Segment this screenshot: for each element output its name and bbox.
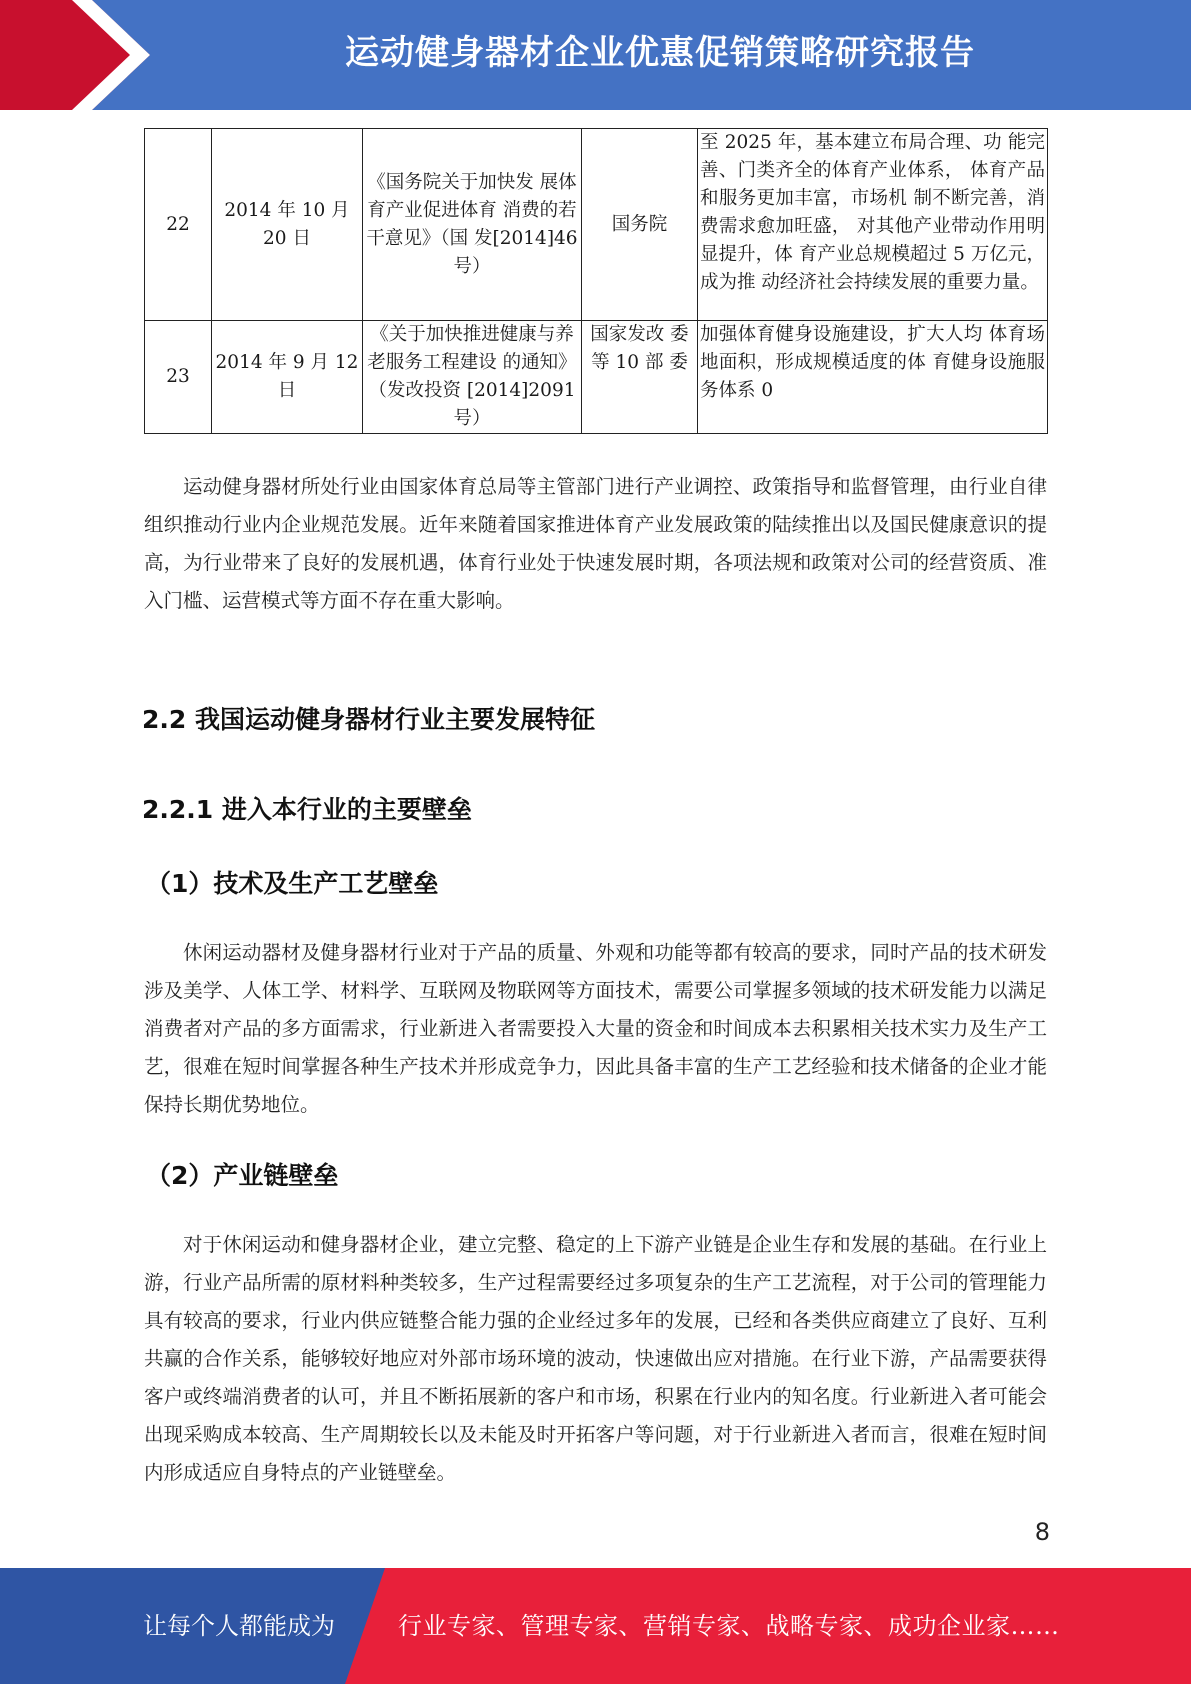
- header-title: 运动健身器材企业优惠促销策略研究报告: [345, 33, 975, 73]
- table-row: [145, 129, 1048, 321]
- paragraph-tech-barrier: 休闲运动器材及健身器材行业对于产品的质量、外观和功能等都有较高的要求，同时产品的技术研发涉及美学、人体工学、材料学、互联网及物联网等方面技术，需要公司掌握多领域的技术研发能力以满足消费者对产品的多方面需求，行业新进入者需要投入大量的资金和时间成本去积累相关技术实力及生产工艺，很难在短时间掌握各种生产技术并形成竞争力，因此具备丰富的生产工艺经验和技术储备的企业才能保持长期优势地位。: [144, 941, 1047, 1116]
- row-issuer: 国家发改 委等 10 部 委: [582, 321, 698, 434]
- row-number: 23: [145, 321, 212, 434]
- table-row: [145, 321, 1048, 434]
- subheading-chain-barrier: （2）产业链壁垒: [146, 1161, 339, 1190]
- header-banner: [0, 0, 1191, 110]
- row-number: 22: [145, 129, 212, 321]
- header-arrow-logo: [0, 0, 160, 110]
- footer-banner: [0, 1568, 1191, 1684]
- paragraph-chain-barrier: 对于休闲运动和健身器材企业，建立完整、稳定的上下游产业链是企业生存和发展的基础。在行业上游，行业产品所需的原材料种类较多，生产过程需要经过多项复杂的生产工艺流程，对于公司的管理能力具有较高的要求，行业内供应链整合能力强的企业经过多年的发展，已经和各类供应商建立了良好、互利共赢的合作关系，能够较好地应对外部市场环境的波动，快速做出应对措施。在行业下游，产品需要获得客户或终端消费者的认可，并且不断拓展新的客户和市场，积累在行业内的知名度。行业新进入者可能会出现采购成本较高、生产周期较长以及未能及时开拓客户等问题，对于行业新进入者而言，很难在短时间内形成适应自身特点的产业链壁垒。: [144, 1233, 1047, 1484]
- row-date: 2014 年 10 月 20 日: [212, 129, 363, 321]
- footer-slogan-left: 让每个人都能成为: [143, 1612, 335, 1640]
- row-content: 加强体育健身设施建设，扩大人均 体育场地面积，形成规模适度的体 育健身设施服务体系 0: [698, 321, 1048, 434]
- row-document: 《关于加快推进健康与养老服务工程建设 的通知》（发改投资 [2014]2091 号）: [363, 321, 582, 434]
- footer-slogan-right: 行业专家、管理专家、营销专家、战略专家、成功企业家……: [398, 1612, 1060, 1640]
- paragraph-regulation: 运动健身器材所处行业由国家体育总局等主管部门进行产业调控、政策指导和监督管理，由行业自律组织推动行业内企业规范发展。近年来随着国家推进体育产业发展政策的陆续推出以及国民健康意识的提高，为行业带来了良好的发展机遇，体育行业处于快速发展时期，各项法规和政策对公司的经营资质、准入门槛、运营模式等方面不存在重大影响。: [144, 475, 1047, 612]
- row-issuer: 国务院: [582, 129, 698, 321]
- row-content: 至 2025 年，基本建立布局合理、功 能完善、门类齐全的体育产业体系， 体育产品和服务更加丰富，市场机 制不断完善，消费需求愈加旺盛， 对其他产业带动作用明显提升，体 育产业总规模超过 5 万亿元，成为推 动经济社会持续发展的重要力量。: [698, 129, 1048, 321]
- page-number: 8: [1034, 1518, 1050, 1546]
- row-document: 《国务院关于加快发 展体育产业促进体育 消费的若干意见》（国 发[2014]46 号）: [363, 129, 582, 321]
- policy-table: [144, 128, 1048, 434]
- row-date: 2014 年 9 月 12 日: [212, 321, 363, 434]
- section-heading-2-2: 2.2 我国运动健身器材行业主要发展特征: [142, 705, 595, 734]
- section-heading-2-2-1: 2.2.1 进入本行业的主要壁垒: [142, 795, 472, 824]
- subheading-tech-barrier: （1）技术及生产工艺壁垒: [146, 869, 439, 898]
